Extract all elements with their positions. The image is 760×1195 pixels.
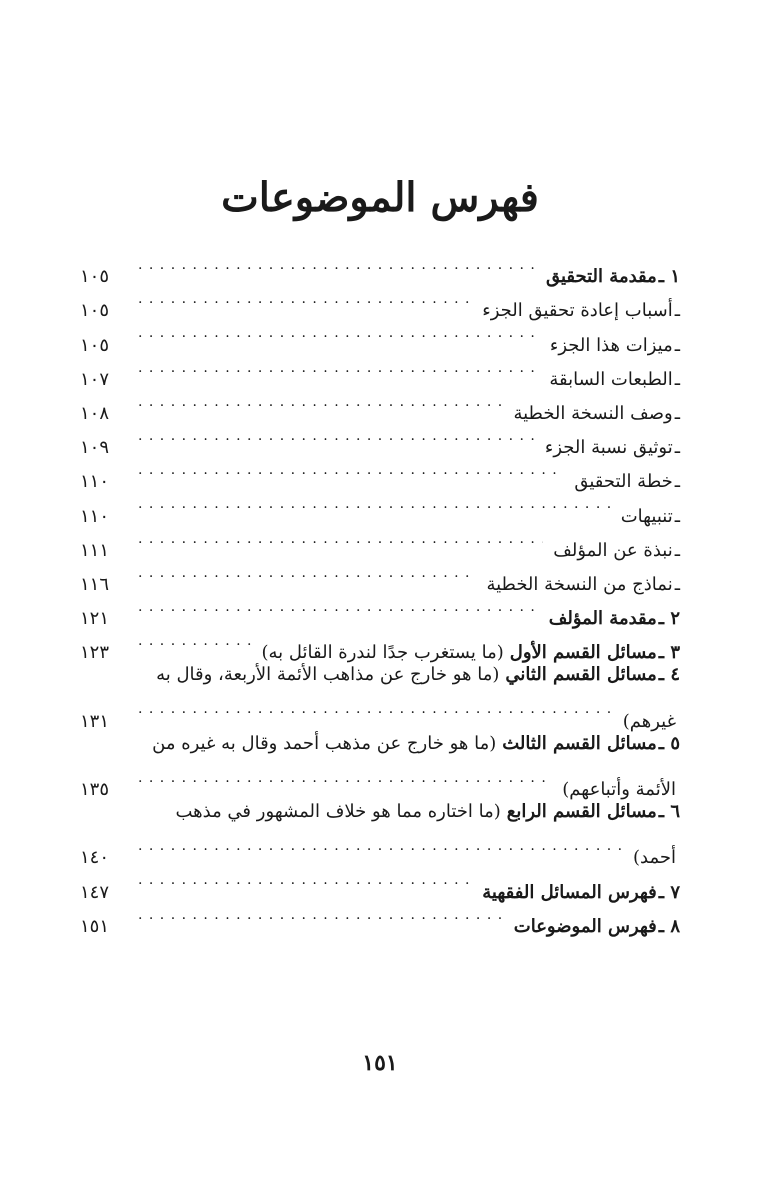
toc-entry-page: ١١١ [80, 539, 110, 561]
toc-entry-label: مقدمة المؤلف [548, 608, 657, 630]
toc-entry-note-continued: أحمد) [632, 847, 676, 869]
table-of-contents [80, 248, 680, 937]
toc-entry-label: نبذة عن المؤلف [553, 539, 673, 561]
toc-entry-label: فهرس الموضوعات [513, 915, 657, 937]
toc-entry-page: ١٤٠ [80, 847, 110, 869]
toc-subentry [80, 522, 680, 561]
toc-entry-label: تنبيهات [620, 505, 673, 527]
leader-dots [138, 829, 623, 863]
toc-entry-label: مسائل القسم الثالث [502, 732, 657, 754]
leader-dots [138, 556, 476, 590]
toc-entry-page: ١٠٩ [80, 437, 110, 459]
toc-subentry [80, 487, 680, 527]
toc-entry-number: ٥ ـ [658, 732, 680, 754]
toc-entry-dash: ـ [674, 505, 680, 527]
toc-entry-label: أسباب إعادة تحقيق الجزء [482, 300, 673, 322]
leader-dots [138, 761, 552, 795]
toc-entry-page: ١٠٧ [80, 368, 110, 390]
toc-entry-page: ١١٠ [80, 471, 110, 493]
toc-entry-note: (ما هو خارج عن مذهب أحمد وقال به غيره من [152, 732, 497, 754]
toc-entry [80, 658, 680, 732]
toc-entry-page: ١٠٥ [80, 266, 110, 288]
toc-entry-note: (ما يستغرب جدًا لندرة القائل به) [261, 642, 504, 664]
toc-entry-page: ١٠٥ [80, 334, 110, 356]
leader-dots [138, 248, 536, 282]
leader-dots [138, 316, 540, 350]
leader-dots [138, 692, 613, 726]
toc-entry-label: توثيق نسبة الجزء [544, 437, 673, 459]
toc-entry [80, 863, 680, 903]
toc-entry-note: (ما اختاره مما هو خلاف المشهور في مذهب [175, 801, 501, 822]
toc-entry-page: ١٢١ [80, 608, 110, 630]
page-title: فهرس الموضوعات [221, 174, 539, 221]
toc-entry-dash: ـ [674, 539, 680, 561]
toc-entry-number: ٣ ـ [658, 642, 680, 664]
leader-dots [138, 522, 543, 556]
toc-entry-label: خطة التحقيق [574, 471, 673, 493]
leader-dots [138, 351, 539, 385]
toc-entry [80, 727, 680, 800]
toc-entry-label: وصف النسخة الخطية [513, 402, 673, 424]
toc-entry-note: (ما هو خارج عن مذاهب الأئمة الأربعة، وقال به [156, 664, 500, 686]
toc-entry-page: ١١٦ [80, 573, 110, 595]
toc-entry-number: ٢ ـ [658, 608, 680, 630]
toc-entry-page: ١٣١ [80, 710, 110, 732]
leader-dots [138, 898, 504, 932]
leader-dots [138, 863, 472, 897]
toc-entry-dash: ـ [674, 573, 680, 595]
toc-entry-page: ١٣٥ [80, 779, 110, 800]
toc-entry-number: ٤ ـ [658, 664, 680, 686]
toc-entry-label: فهرس المسائل الفقهية [482, 881, 657, 903]
leader-dots [138, 590, 539, 624]
toc-entry-page: ١٠٨ [80, 402, 110, 424]
toc-entry-dash: ـ [674, 300, 680, 322]
toc-entry-label: مسائل القسم الأول [509, 642, 657, 664]
toc-entry-label: مسائل القسم الرابع [506, 801, 657, 822]
toc-entry-dash: ـ [674, 437, 680, 459]
toc-entry-number: ٨ ـ [658, 915, 680, 937]
toc-entry [80, 248, 680, 288]
leader-dots [138, 453, 564, 487]
toc-entry-label: نماذج من النسخة الخطية [486, 573, 673, 595]
leader-dots [138, 385, 503, 419]
toc-entry-dash: ـ [674, 402, 680, 424]
toc-entry [80, 795, 680, 869]
toc-entry-page: ١٥١ [80, 915, 110, 937]
toc-entry-label: الطبعات السابقة [549, 368, 673, 390]
leader-dots [138, 487, 611, 521]
leader-dots [138, 624, 251, 658]
toc-entry-number: ١ ـ [658, 266, 680, 288]
toc-entry-dash: ـ [674, 334, 680, 356]
page-number: ١٥١ [362, 1050, 398, 1076]
toc-entry-page: ١٠٥ [80, 300, 110, 322]
toc-entry-label: مقدمة التحقيق [545, 266, 657, 288]
toc-entry-label: مسائل القسم الثاني [505, 664, 657, 686]
toc-entry-page: ١١٠ [80, 505, 110, 527]
toc-entry-page: ١٤٧ [80, 881, 110, 903]
toc-entry-number: ٦ ـ [658, 801, 680, 822]
toc-entry-number: ٧ ـ [658, 881, 680, 903]
toc-entry-note-continued: الأئمة وأتباعهم) [562, 779, 676, 800]
toc-entry-page: ١٢٣ [80, 642, 110, 664]
leader-dots [138, 419, 535, 453]
toc-entry-dash: ـ [674, 368, 680, 390]
toc-entry-dash: ـ [674, 471, 680, 493]
toc-entry-label: ميزات هذا الجزء [549, 334, 673, 356]
toc-entry-note-continued: غيرهم) [622, 710, 676, 732]
leader-dots [138, 282, 472, 316]
